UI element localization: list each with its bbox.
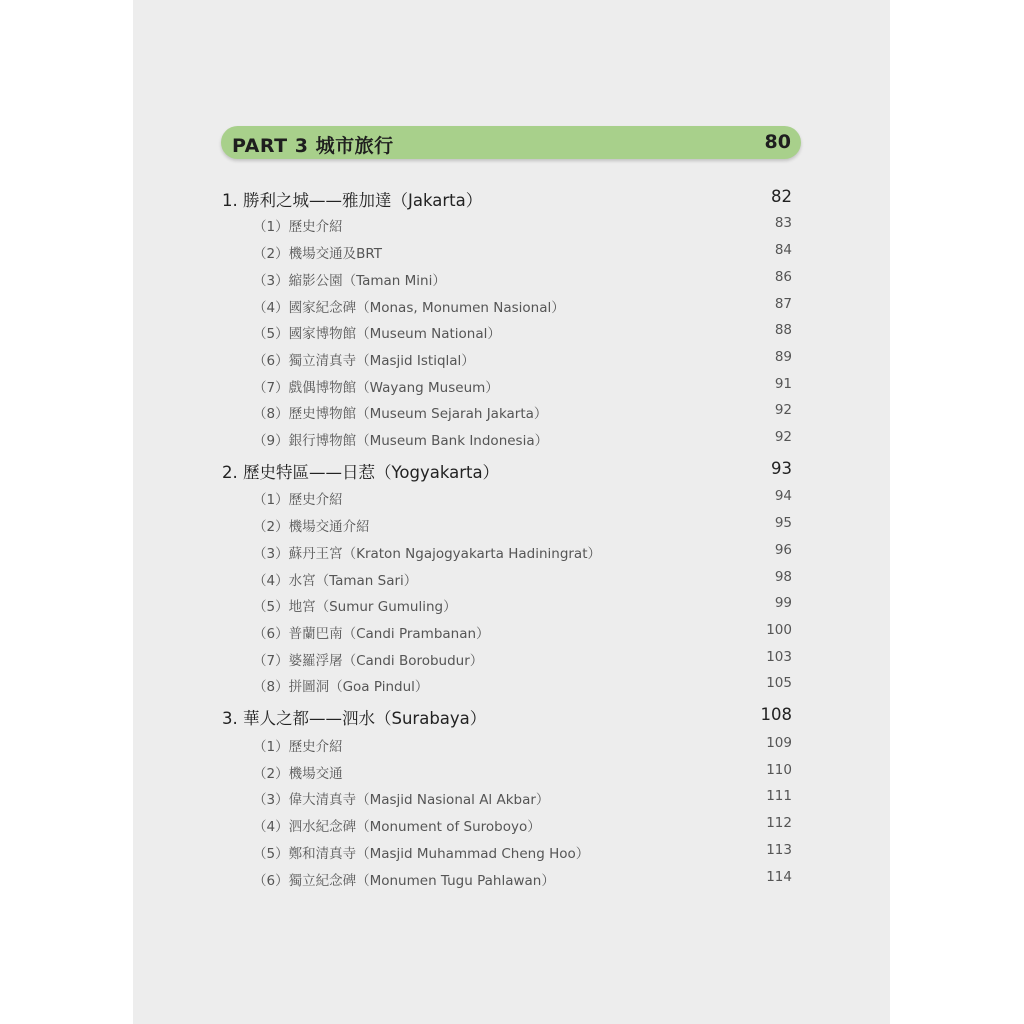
- entry-title: （5）國家博物館（Museum National）: [253, 326, 501, 342]
- chapter-page-number: 82: [771, 187, 792, 206]
- toc-entry[interactable]: [253, 349, 792, 369]
- entry-title: （7）戲偶博物館（Wayang Museum）: [253, 380, 499, 396]
- entry-page-number: 112: [766, 815, 792, 831]
- entry-page-number: 95: [774, 515, 792, 531]
- entry-title: （7）婆羅浮屠（Candi Borobudur）: [253, 653, 484, 669]
- toc-entry[interactable]: [253, 488, 792, 508]
- toc-entry[interactable]: [253, 622, 792, 642]
- entry-title: （3）蘇丹王宮（Kraton Ngajogyakarta Hadiningrat）: [253, 546, 602, 562]
- entry-page-number: 92: [774, 429, 792, 445]
- entry-title: （6）獨立清真寺（Masjid Istiqlal）: [253, 353, 475, 369]
- chapter-page-number: 108: [760, 705, 792, 724]
- entry-title: （1）歷史介紹: [253, 219, 343, 235]
- chapter-title: 2. 歷史特區——日惹（Yogyakarta）: [222, 463, 500, 482]
- toc-entry[interactable]: [253, 595, 792, 615]
- entry-page-number: 111: [766, 788, 792, 804]
- toc-entry[interactable]: [253, 735, 792, 755]
- entry-title: （3）縮影公園（Taman Mini）: [253, 273, 446, 289]
- toc-entry[interactable]: [253, 376, 792, 396]
- entry-title: （2）機場交通介紹: [253, 519, 370, 535]
- part-header-banner[interactable]: [221, 126, 801, 159]
- toc-entry[interactable]: [253, 269, 792, 289]
- toc-entry[interactable]: [253, 842, 792, 862]
- entry-title: （8）拼圖洞（Goa Pindul）: [253, 679, 429, 695]
- entry-page-number: 99: [774, 595, 792, 611]
- entry-title: （8）歷史博物館（Museum Sejarah Jakarta）: [253, 406, 548, 422]
- toc-entry[interactable]: [253, 242, 792, 262]
- toc-entry[interactable]: [253, 215, 792, 235]
- entry-page-number: 83: [774, 215, 792, 231]
- entry-title: （1）歷史介紹: [253, 492, 343, 508]
- toc-entry[interactable]: [253, 296, 792, 316]
- toc-page: [133, 0, 890, 1024]
- toc-entry[interactable]: [253, 788, 792, 808]
- entry-page-number: 103: [766, 649, 792, 665]
- entry-title: （4）水宮（Taman Sari）: [253, 573, 418, 589]
- chapter-jakarta[interactable]: [222, 187, 792, 211]
- toc-entry[interactable]: [253, 815, 792, 835]
- entry-page-number: 100: [766, 622, 792, 638]
- entry-page-number: 92: [774, 402, 792, 418]
- toc-entry[interactable]: [253, 569, 792, 589]
- chapter-title: 1. 勝利之城——雅加達（Jakarta）: [222, 191, 483, 210]
- entry-title: （2）機場交通: [253, 766, 343, 782]
- chapter-page-number: 93: [771, 459, 792, 478]
- part-title: PART 3 城市旅行: [232, 135, 394, 157]
- entry-title: （4）泗水紀念碑（Monument of Suroboyo）: [253, 819, 541, 835]
- entry-title: （1）歷史介紹: [253, 739, 343, 755]
- toc-entry[interactable]: [253, 649, 792, 669]
- entry-page-number: 91: [774, 376, 792, 392]
- chapter-yogyakarta[interactable]: [222, 459, 792, 483]
- toc-entry[interactable]: [253, 869, 792, 889]
- toc-entry[interactable]: [253, 675, 792, 695]
- entry-page-number: 105: [766, 675, 792, 691]
- entry-page-number: 110: [766, 762, 792, 778]
- entry-page-number: 109: [766, 735, 792, 751]
- entry-title: （5）鄭和清真寺（Masjid Muhammad Cheng Hoo）: [253, 846, 590, 862]
- entry-page-number: 98: [774, 569, 792, 585]
- toc-entry[interactable]: [253, 542, 792, 562]
- entry-page-number: 114: [766, 869, 792, 885]
- toc-entry[interactable]: [253, 515, 792, 535]
- toc-entry[interactable]: [253, 402, 792, 422]
- toc-entry[interactable]: [253, 762, 792, 782]
- entry-title: （4）國家紀念碑（Monas, Monumen Nasional）: [253, 300, 565, 316]
- entry-title: （5）地宮（Sumur Gumuling）: [253, 599, 457, 615]
- chapter-surabaya[interactable]: [222, 705, 792, 729]
- entry-title: （9）銀行博物館（Museum Bank Indonesia）: [253, 433, 549, 449]
- entry-page-number: 88: [774, 322, 792, 338]
- part-page-number: 80: [764, 131, 791, 153]
- entry-title: （6）普蘭巴南（Candi Prambanan）: [253, 626, 490, 642]
- entry-page-number: 84: [774, 242, 792, 258]
- entry-page-number: 96: [774, 542, 792, 558]
- entry-page-number: 86: [774, 269, 792, 285]
- chapter-title: 3. 華人之都——泗水（Surabaya）: [222, 709, 487, 728]
- entry-page-number: 87: [774, 296, 792, 312]
- entry-title: （2）機場交通及BRT: [253, 246, 382, 262]
- entry-page-number: 94: [774, 488, 792, 504]
- toc-entry[interactable]: [253, 322, 792, 342]
- entry-page-number: 89: [774, 349, 792, 365]
- entry-title: （6）獨立紀念碑（Monumen Tugu Pahlawan）: [253, 873, 555, 889]
- entry-page-number: 113: [766, 842, 792, 858]
- entry-title: （3）偉大清真寺（Masjid Nasional Al Akbar）: [253, 792, 550, 808]
- toc-entry[interactable]: [253, 429, 792, 449]
